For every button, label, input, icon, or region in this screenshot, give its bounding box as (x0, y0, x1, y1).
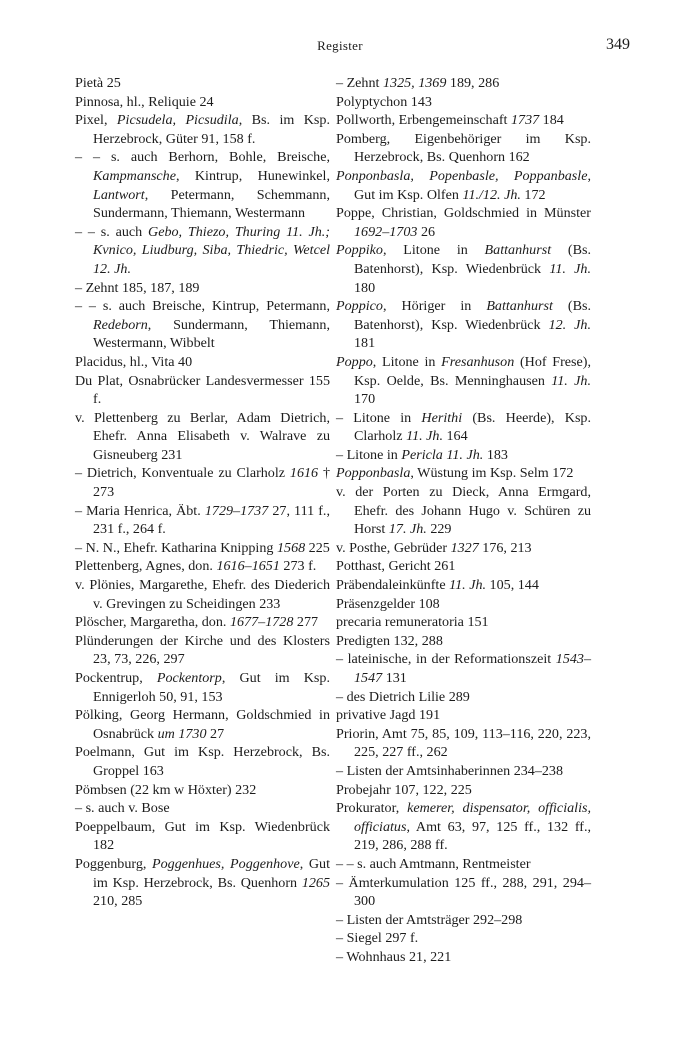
index-entry: Poppiko, Litone in Battanhurst (Bs. Batenhorst), Ksp. Wiedenbrück 11. Jh. 180 (336, 242, 591, 296)
index-entry: Priorin, Amt 75, 85, 109, 113–116, 220, 223, 225, 227 ff., 262 (336, 725, 591, 761)
index-entry: – des Dietrich Lilie 289 (336, 688, 470, 705)
index-entry: Pomberg, Eigenbehöriger im Ksp. Herzebrock, Bs. Quenhorn 162 (336, 130, 591, 166)
index-entry: Plettenberg, Agnes, don. 1616–1651 273 f. (75, 558, 317, 575)
index-entry: Pinnosa, hl., Reliquie 24 (75, 93, 214, 110)
index-entry: precaria remuneratoria 151 (336, 614, 489, 631)
index-entry: Plöscher, Margaretha, don. 1677–1728 277 (75, 614, 319, 631)
index-entry: Predigten 132, 288 (336, 632, 443, 649)
index-entry: Poppico, Höriger in Battanhurst (Bs. Batenhorst), Ksp. Wiedenbrück 12. Jh. 181 (336, 298, 591, 352)
index-entry: Pietà 25 (75, 75, 121, 91)
index-entry: Poggenburg, Poggenhues, Poggenhove, Gut im Ksp. Herzebrock, Bs. Quenhorn 1265 210, 285 (75, 855, 331, 910)
index-entry: Du Plat, Osnabrücker Landesvermesser 155 f. (75, 372, 330, 408)
index-entry: – Litone in Herithi (Bs. Heerde), Ksp. Clarholz 11. Jh. 164 (336, 409, 591, 445)
index-entry: Präsenzgelder 108 (336, 595, 440, 612)
index-entry: v. Plönies, Margarethe, Ehefr. des Diederich v. Grevingen zu Scheidingen 233 (75, 577, 330, 612)
index-entry: – N. N., Ehefr. Katharina Knipping 1568 225 (75, 539, 330, 556)
index-entry: Poelmann, Gut im Ksp. Herzebrock, Bs. Groppel 163 (75, 744, 330, 779)
index-entry: – – s. auch Gebo, Thiezo, Thuring 11. Jh.; Kvnico, Liudburg, Siba, Thiedric, Wetcel 12. Jh. (75, 223, 330, 277)
index-entry: – Dietrich, Konventuale zu Clarholz 1616 † 273 (75, 465, 330, 501)
index-entry: Popponbasla, Wüstung im Ksp. Selm 172 (336, 465, 574, 482)
index-entry: – – s. auch Berhorn, Bohle, Breische, Kampmansche, Kintrup, Hunewinkel, Lantwort, Petermann, Schemmann, Sundermann, Thiemann, Westermann (75, 149, 330, 222)
index-entry: Probejahr 107, 122, 225 (336, 781, 472, 798)
index-entry: Pockentrup, Pockentorp, Gut im Ksp. Ennigerloh 50, 91, 153 (75, 670, 330, 705)
running-head: Register (317, 38, 363, 53)
index-entry: Ponponbasla, Popenbasle, Poppanbasle, Gut im Ksp. Olfen 11./12. Jh. 172 (336, 167, 591, 203)
index-entry: – Zehnt 185, 187, 189 (75, 279, 200, 296)
index-entry: Polyptychon 143 (336, 93, 432, 110)
index-entry: Poeppelbaum, Gut im Ksp. Wiedenbrück 182 (75, 818, 330, 854)
index-entry: – Maria Henrica, Äbt. 1729–1737 27, 111 f., 231 f., 264 f. (75, 502, 330, 538)
index-entry: – Zehnt 1325, 1369 189, 286 (336, 75, 500, 91)
index-entry: Pömbsen (22 km w Höxter) 232 (75, 781, 257, 798)
index-entry: Poppo, Litone in Fresanhuson (Hof Frese), Ksp. Oelde, Bs. Menninghausen 11. Jh. 170 (336, 353, 591, 408)
index-entry: – Listen der Amtsinhaberinnen 234–238 (336, 762, 564, 779)
index-entry: – – s. auch Amtmann, Rentmeister (336, 855, 531, 872)
index-entry: Poppe, Christian, Goldschmied in Münster 1692–1703 26 (336, 205, 591, 240)
index-entry: Pollworth, Erbengemeinschaft 1737 184 (336, 112, 564, 129)
index-column-right (336, 74, 591, 967)
index-entry: – Siegel 297 f. (336, 930, 419, 947)
index-entry: – Wohnhaus 21, 221 (336, 948, 452, 965)
index-entry: privative Jagd 191 (336, 707, 441, 724)
page-number: 349 (606, 36, 630, 53)
index-entry: Potthast, Gericht 261 (336, 558, 456, 575)
index-entry: – Listen der Amtsträger 292–298 (336, 911, 523, 928)
index-entry: Prokurator, kemerer, dispensator, officialis, officiatus, Amt 63, 97, 125 ff., 132 ff., 219, 286, 288 ff. (336, 800, 591, 854)
index-entry: v. Posthe, Gebrüder 1327 176, 213 (336, 539, 532, 556)
index-entry: – – s. auch Breische, Kintrup, Petermann, Redeborn, Sundermann, Thiemann, Westermann, Wibbelt (75, 298, 330, 352)
index-entry: Placidus, hl., Vita 40 (75, 353, 193, 370)
index-entry: v. Plettenberg zu Berlar, Adam Dietrich, Ehefr. Anna Elisabeth v. Walrave zu Gisneuberg 231 (75, 409, 330, 463)
index-entry: Plünderungen der Kirche und des Klosters 23, 73, 226, 297 (75, 632, 330, 668)
index-entry: – lateinische, in der Reformationszeit 1543–1547 131 (336, 651, 591, 686)
index-entry: – s. auch v. Bose (75, 800, 170, 817)
index-column-left (75, 74, 330, 911)
index-entry: Pixel, Picsudela, Picsudila, Bs. im Ksp. Herzebrock, Güter 91, 158 f. (75, 112, 330, 147)
index-entry: – Ämterkumulation 125 ff., 288, 291, 294–300 (336, 874, 591, 910)
index-entry: Präbendaleinkünfte 11. Jh. 105, 144 (336, 577, 539, 594)
index-entry: Pölking, Georg Hermann, Goldschmied in Osnabrück um 1730 27 (75, 707, 330, 742)
index-entry: v. der Porten zu Dieck, Anna Ermgard, Ehefr. des Johann Hugo v. Schüren zu Horst 17. Jh. 229 (336, 484, 591, 538)
index-entry: – Litone in Pericla 11. Jh. 183 (336, 446, 508, 463)
